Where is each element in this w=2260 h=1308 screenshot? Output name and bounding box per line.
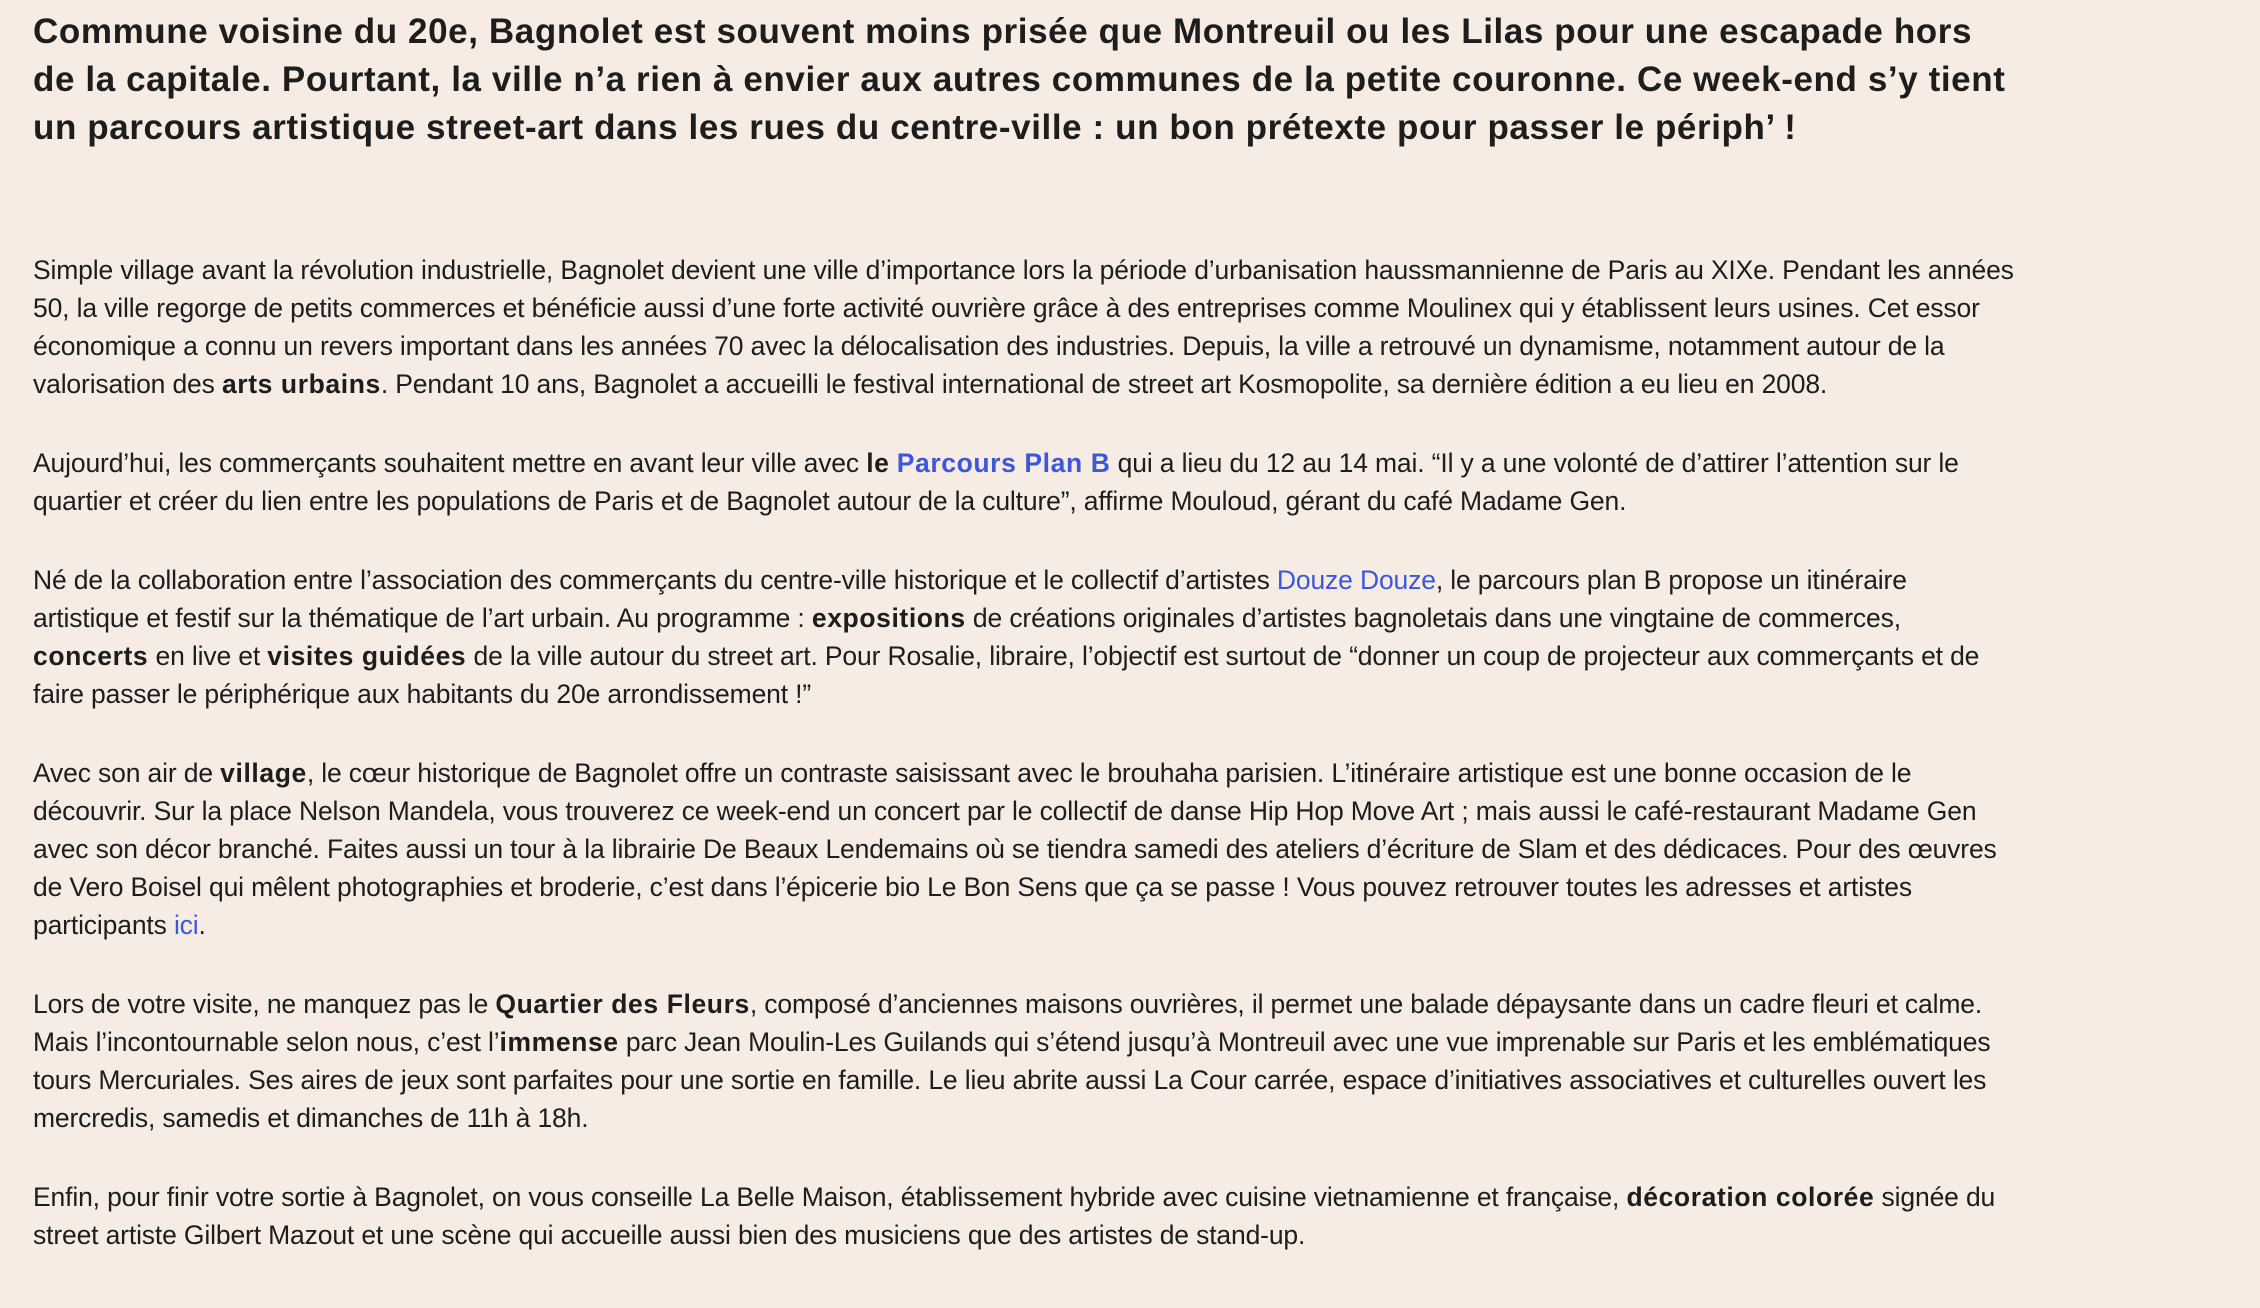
- paragraph-text: Aujourd’hui, les commerçants souhaitent mettre en avant leur ville avec: [33, 448, 867, 478]
- paragraph-parcours: [33, 444, 2020, 520]
- paragraph-visite: [33, 985, 2020, 1137]
- douze-douze-link[interactable]: Douze Douze: [1276, 565, 1436, 595]
- emphasis-quartier-des-fleurs: Quartier des Fleurs: [495, 989, 750, 1019]
- paragraph-text: qui a lieu du 12 au 14 mai. “Il y a une volonté de d’attirer l’attention sur le quartier et créer du lien entre les populations de Paris et de Bagnolet autour de la culture”, affirme Mouloud, gérant du café Madame Gen.: [33, 448, 1959, 516]
- paragraph-text: Lors de votre visite, ne manquez pas le: [33, 989, 496, 1019]
- emphasis-immense: immense: [499, 1027, 619, 1057]
- paragraph-text: signée du street artiste Gilbert Mazout et une scène qui accueille aussi bien des musiciens que des artistes de stand-up.: [33, 1182, 1996, 1250]
- paragraph-text: , le parcours plan B propose un itinéraire artistique et festif sur la thématique de l’art urbain. Au programme :: [33, 565, 1907, 633]
- emphasis-visites-guidees: visites guidées: [267, 641, 467, 671]
- emphasis-le: le: [866, 448, 890, 478]
- parcours-plan-b-link[interactable]: Parcours Plan B: [896, 448, 1111, 478]
- paragraph-collaboration: [33, 561, 2020, 713]
- paragraph-text: parc Jean Moulin-Les Guilands qui s’étend jusqu’à Montreuil avec une vue imprenable sur Paris et les emblématiques tours Mercuriales. Ses aires de jeux sont parfaites pour une sortie en famille. Le lieu abrite aussi La Cour carrée, espace d’initiatives associatives et culturelles ouvert les mercredis, samedis et dimanches de 11h à 18h.: [33, 1027, 1991, 1133]
- paragraph-text: Simple village avant la révolution industrielle, Bagnolet devient une ville d’importance lors la période d’urbanisation haussmannienne de Paris au XIXe. Pendant les années 50, la ville regorge de petits commerces et bénéficie aussi d’une forte activité ouvrière grâce à des entreprises comme Moulinex qui y établissent leurs usines. Cet essor économique a connu un revers important dans les années 70 avec la délocalisation des industries. Depuis, la ville a retrouvé un dynamisme, notamment autour de la valorisation des: [33, 255, 2014, 399]
- paragraph-text: , le cœur historique de Bagnolet offre un contraste saisissant avec le brouhaha parisien. L’itinéraire artistique est une bonne occasion de le découvrir. Sur la place Nelson Mandela, vous trouverez ce week-end un concert par le collectif de danse Hip Hop Move Art ; mais aussi le café-restaurant Madame Gen avec son décor branché. Faites aussi un tour à la librairie De Beaux Lendemains où se tiendra samedi des ateliers d’écriture de Slam et des dédicaces. Pour des œuvres de Vero Boisel qui mêlent photographies et broderie, c’est dans l’épicerie bio Le Bon Sens que ça se passe ! Vous pouvez retrouver toutes les adresses et artistes participants: [33, 758, 1997, 940]
- paragraph-text: Avec son air de: [33, 758, 221, 788]
- article-lead: Commune voisine du 20e, Bagnolet est souvent moins prisée que Montreuil ou les Lilas pour une escapade hors de la capitale. Pourtant, la ville n’a rien à envier aux autres communes de la petite couronne. Ce week-end s’y tient un parcours artistique street-art dans les rues du centre-ville : un bon prétexte pour passer le périph’ !: [33, 12, 2006, 147]
- paragraph-text: de créations originales d’artistes bagnoletais dans une vingtaine de commerces,: [965, 603, 1901, 633]
- article-body: [33, 251, 2020, 1254]
- paragraph-text: de la ville autour du street art. Pour Rosalie, libraire, l’objectif est surtout de “donner un coup de projecteur aux commerçants et de faire passer le périphérique aux habitants du 20e arrondissement !”: [33, 641, 1980, 709]
- paragraph-text: en live et: [148, 641, 268, 671]
- paragraph-text: Né de la collaboration entre l’association des commerçants du centre-ville historique et le collectif d’artistes: [33, 565, 1277, 595]
- paragraph-text: Enfin, pour finir votre sortie à Bagnolet, on vous conseille La Belle Maison, établissement hybride avec cuisine vietnamienne et française,: [33, 1182, 1627, 1212]
- emphasis-arts-urbains: arts urbains: [221, 369, 381, 399]
- emphasis-expositions: expositions: [811, 603, 966, 633]
- paragraph-belle-maison: [33, 1178, 2020, 1254]
- emphasis-decoration-coloree: décoration colorée: [1626, 1182, 1875, 1212]
- paragraph-text: . Pendant 10 ans, Bagnolet a accueilli le festival international de street art Kosmopolite, sa dernière édition a eu lieu en 2008.: [380, 369, 1828, 399]
- ici-link[interactable]: ici: [173, 910, 199, 940]
- paragraph-text: , composé d’anciennes maisons ouvrières, il permet une balade dépaysante dans un cadre fleuri et calme. Mais l’incontournable selon nous, c’est l’: [33, 989, 1983, 1057]
- paragraph-text: .: [198, 910, 206, 940]
- emphasis-concerts: concerts: [33, 641, 149, 671]
- paragraph-history: [33, 251, 2020, 403]
- paragraph-village: [33, 754, 2020, 944]
- emphasis-village: village: [220, 758, 307, 788]
